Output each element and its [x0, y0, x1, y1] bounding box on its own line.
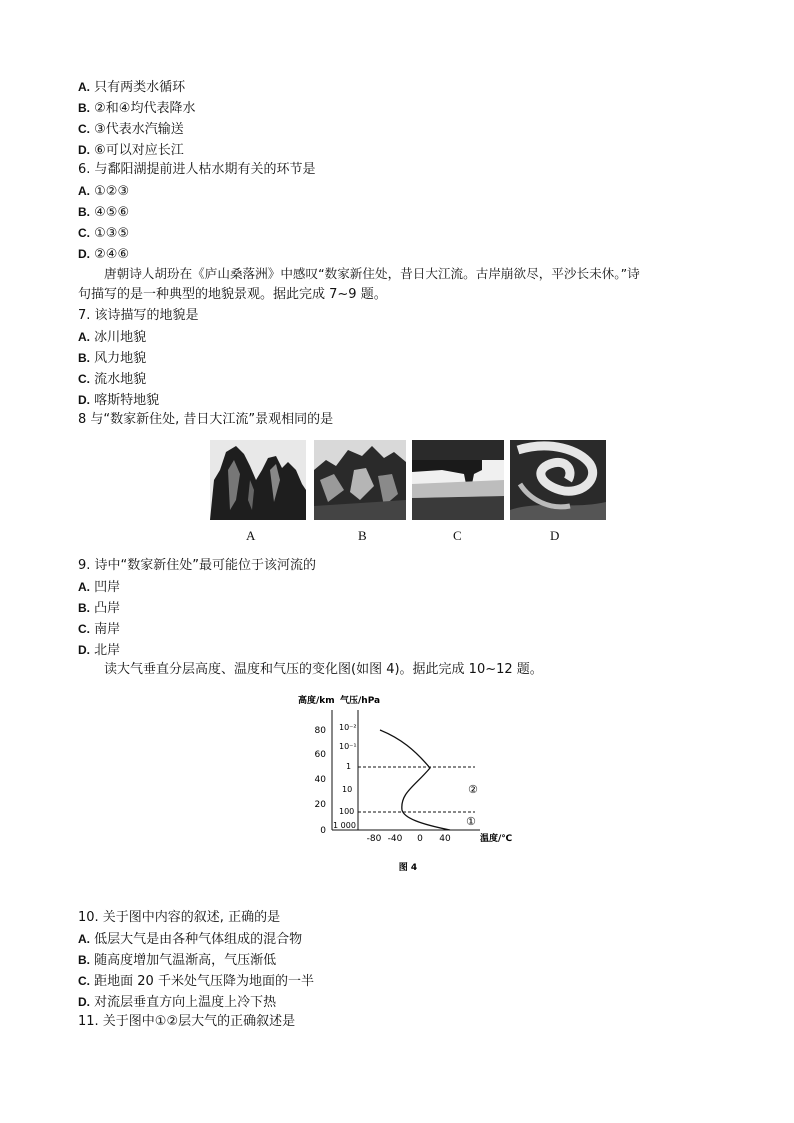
temp-tick: 0 — [417, 834, 423, 844]
height-tick: 80 — [314, 726, 326, 736]
q6-option-d: D. ②④⑥ — [78, 247, 130, 262]
photo-c-sea-arch — [412, 440, 504, 520]
q10-option-d: D. 对流层垂直方向上温度上冷下热 — [78, 995, 277, 1010]
q9-option-a: A. 凹岸 — [78, 580, 121, 595]
q11-stem: 11. 关于图中①②层大气的正确叙述是 — [78, 1014, 296, 1029]
q7-option-b: B. 风力地貌 — [78, 351, 147, 366]
pressure-tick: 10⁻¹ — [339, 742, 357, 751]
q5-option-b: B. ②和④均代表降水 — [78, 101, 196, 116]
q9-option-c: C. 南岸 — [78, 622, 121, 637]
q9-option-d: D. 北岸 — [78, 643, 121, 658]
q6-option-b: B. ④⑤⑥ — [78, 205, 130, 220]
q7-option-c: C. 流水地貌 — [78, 372, 147, 387]
q9-stem: 9. 诗中“数家新住处”最可能位于该河流的 — [78, 558, 317, 573]
pressure-tick: 1 000 — [333, 821, 356, 830]
y-title-height: 高度/km — [298, 696, 335, 706]
q10-option-c: C. 距地面 20 千米处气压降为地面的一半 — [78, 974, 314, 989]
q10-option-a: A. 低层大气是由各种气体组成的混合物 — [78, 932, 303, 947]
q5-option-a: A. 只有两类水循环 — [78, 80, 186, 95]
passage1-line2: 句描写的是一种典型的地貌景观。据此完成 7~9 题。 — [78, 287, 387, 302]
pressure-tick: 10 — [342, 785, 353, 794]
height-tick: 20 — [314, 800, 326, 810]
q7-option-a: A. 冰川地貌 — [78, 330, 147, 345]
q8-stem: 8 与“数家新住处, 昔日大江流”景观相同的是 — [78, 412, 334, 427]
photo-label-b: B — [358, 528, 367, 543]
y-title-pressure: 气压/hPa — [340, 696, 381, 706]
pressure-tick: 100 — [339, 807, 355, 816]
layer-label-1: ① — [466, 815, 476, 828]
x-title-temperature: 温度/℃ — [480, 834, 513, 844]
pressure-tick: 10⁻² — [339, 723, 357, 732]
q7-option-d: D. 喀斯特地貌 — [78, 393, 160, 408]
temp-tick: -80 — [366, 834, 382, 844]
photo-label-a: A — [246, 528, 256, 543]
photo-b-cliff — [314, 440, 406, 520]
temp-tick: -40 — [387, 834, 403, 844]
height-tick: 40 — [314, 775, 326, 785]
temperature-curve — [380, 730, 450, 830]
figure-4-atmosphere-graph — [290, 688, 530, 878]
q6-option-a: A. ①②③ — [78, 184, 130, 199]
q6-option-c: C. ①③⑤ — [78, 226, 130, 241]
q5-option-c: C. ③代表水汽输送 — [78, 122, 184, 137]
photo-label-d: D — [550, 528, 560, 543]
photo-d-meander — [510, 440, 606, 520]
figure-caption: 图 4 — [398, 863, 418, 873]
q7-stem: 7. 该诗描写的地貌是 — [78, 308, 199, 323]
q8-photo-options — [210, 440, 610, 550]
q9-option-b: B. 凸岸 — [78, 601, 121, 616]
passage1-line1: 唐朝诗人胡玢在《庐山桑落洲》中感叹“数家新住处，昔日大江流。古岸崩欲尽，平沙长未休。”诗 — [104, 266, 640, 281]
height-tick: 0 — [320, 826, 326, 836]
photo-a-peaks — [210, 440, 306, 520]
pressure-tick: 1 — [346, 762, 352, 771]
q10-option-b: B. 随高度增加气温渐高，气压渐低 — [78, 953, 277, 968]
q10-stem: 10. 关于图中内容的叙述, 正确的是 — [78, 910, 281, 925]
height-tick: 60 — [314, 750, 326, 760]
photo-label-c: C — [453, 528, 462, 543]
q6-stem: 6. 与鄱阳湖提前进人枯水期有关的环节是 — [78, 162, 316, 177]
temp-tick: 40 — [439, 834, 451, 844]
q5-option-d: D. ⑥可以对应长江 — [78, 143, 184, 158]
passage2: 读大气垂直分层高度、温度和气压的变化图(如图 4)。据此完成 10~12 题。 — [104, 662, 543, 677]
layer-label-2: ② — [468, 783, 478, 796]
